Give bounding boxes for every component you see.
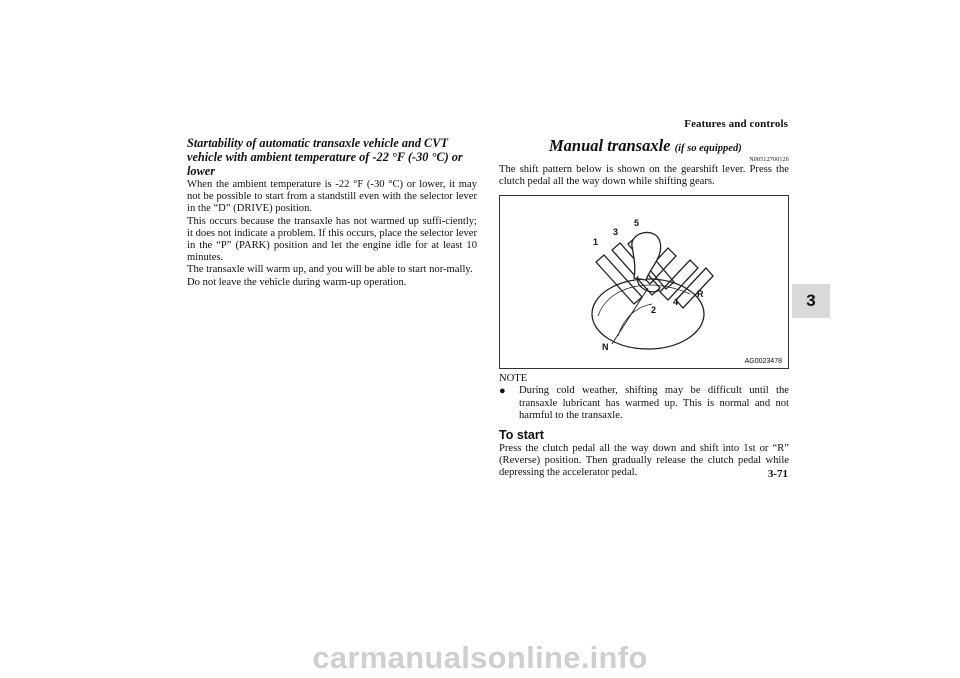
section-code: N00512700126 bbox=[749, 157, 789, 163]
note-text: During cold weather, shifting may be difficult until the transaxle lubricant has warmed up. This is normal and not harmful to the transaxle. bbox=[519, 385, 789, 421]
to-start-paragraph: Press the clutch pedal all the way down and shift into 1st or “R” (Reverse) position. Then gradually release the clutch pedal while depressing the accelerator pedal. bbox=[499, 443, 789, 479]
section-title bbox=[549, 136, 742, 156]
chapter-tab: 3 bbox=[792, 284, 830, 318]
startability-paragraph-2: This occurs because the transaxle has not warmed up suffi-ciently; it does not indicate a problem. If this occurs, place the selector lever in the “P” (PARK) position and let the engine idle for at least 10 minutes. bbox=[187, 215, 477, 264]
shift-pattern-figure bbox=[499, 195, 789, 369]
manual-intro-paragraph: The shift pattern below is shown on the gearshift lever. Press the clutch pedal all the way down while shifting gears. bbox=[499, 164, 789, 188]
page-number: 3-71 bbox=[767, 468, 788, 480]
note-label: NOTE bbox=[499, 373, 528, 385]
section-title-text: Manual transaxle bbox=[549, 136, 671, 155]
section-title-suffix: (if so equipped) bbox=[674, 143, 742, 154]
to-start-heading: To start bbox=[499, 428, 544, 443]
gear-label-r: R bbox=[697, 289, 704, 300]
figure-code: AG0023478 bbox=[744, 358, 782, 366]
gearshift-illustration bbox=[500, 196, 789, 369]
gear-label-4: 4 bbox=[673, 297, 679, 308]
note-item bbox=[499, 385, 789, 422]
left-column bbox=[187, 136, 477, 289]
startability-paragraph-3: The transaxle will warm up, and you will be able to start nor-mally. bbox=[187, 264, 473, 276]
startability-paragraph-4: Do not leave the vehicle during warm-up operation. bbox=[187, 276, 407, 288]
startability-paragraph-1: When the ambient temperature is -22 °F (-30 °C) or lower, it may not be possible to start from a standstill even with the selector lever in the “D” (DRIVE) position. bbox=[187, 179, 477, 215]
bullet-icon: ● bbox=[499, 385, 506, 398]
right-column bbox=[499, 136, 789, 480]
gear-label-2: 2 bbox=[651, 305, 657, 316]
section-title-line bbox=[499, 136, 789, 155]
gear-label-3: 3 bbox=[613, 227, 619, 238]
gear-label-1: 1 bbox=[593, 237, 599, 248]
gear-label-5: 5 bbox=[634, 218, 640, 229]
running-header: Features and controls bbox=[684, 118, 788, 130]
gear-label-n: N bbox=[602, 342, 609, 353]
watermark: carmanualsonline.info bbox=[312, 640, 648, 675]
startability-heading: Startability of automatic transaxle vehicle and CVT vehicle with ambient temperature of -22 °F (-30 °C) or lower bbox=[187, 136, 463, 178]
